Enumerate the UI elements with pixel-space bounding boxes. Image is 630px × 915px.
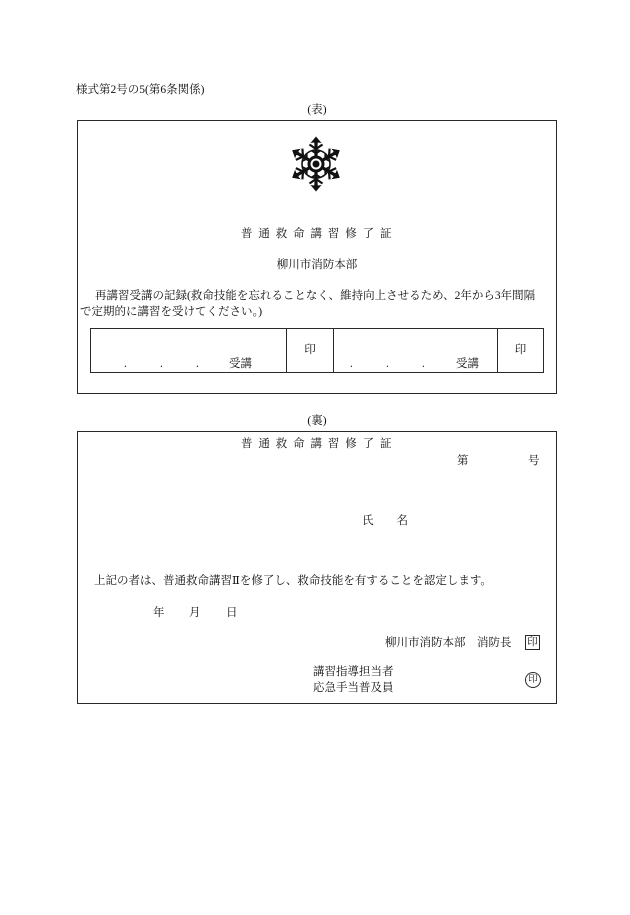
record-date-cell-2: [333, 329, 497, 372]
date-mark: .: [124, 358, 127, 370]
retraining-record-table: [90, 328, 544, 373]
date-year-label: 年: [153, 607, 165, 619]
record-seal-cell-1: [286, 329, 333, 372]
certificate-back: [77, 431, 557, 704]
date-mark: .: [350, 358, 353, 370]
emblem-center-sun: [313, 161, 320, 168]
emblem-arm: [310, 171, 323, 192]
instructor-seal-mark: 印: [525, 672, 541, 688]
back-title: 普 通 救 命 講 習 修 了 証: [241, 438, 393, 450]
attended-label: 受講: [456, 358, 479, 370]
seal-label: 印: [514, 344, 527, 356]
attended-label: 受講: [229, 358, 252, 370]
instructor-label-line1: 講習指導担当者: [313, 666, 394, 678]
date-mark: .: [196, 358, 199, 370]
front-side-label: (表): [307, 104, 327, 116]
front-title: 普 通 救 命 講 習 修 了 証: [241, 228, 393, 240]
retraining-note-line2: で定期的に講習を受けてください。): [80, 306, 263, 318]
instructor-label-line2: 応急手当普及員: [313, 682, 394, 694]
record-seal-cell-2: [497, 329, 543, 372]
issuer-title: 柳川市消防本部 消防長: [385, 637, 512, 649]
record-date-cell-1: [91, 329, 286, 372]
certificate-number-prefix: 第: [457, 455, 469, 467]
front-issuer: 柳川市消防本部: [276, 259, 358, 271]
issuer-seal-mark: 印: [525, 635, 540, 650]
date-mark: .: [422, 358, 425, 370]
seal-label: 印: [304, 344, 316, 356]
date-mark: .: [386, 358, 389, 370]
fire-department-emblem: [288, 136, 344, 192]
date-day-label: 日: [226, 607, 238, 619]
retraining-note-line1: 再講習受講の記録(救命技能を忘れることなく、維持向上させるため、2年から3年間隔: [95, 290, 536, 302]
date-month-label: 月: [189, 607, 201, 619]
emblem-arm: [310, 137, 323, 158]
date-mark: .: [160, 358, 163, 370]
certification-statement: 上記の者は、普通救命講習Ⅱを修了し、救命技能を有することを認定します。: [94, 575, 492, 587]
form-number: 様式第2号の5(第6条関係): [76, 84, 205, 96]
back-side-label: (裏): [307, 415, 327, 427]
certificate-front: [77, 120, 557, 394]
name-label: 氏 名: [362, 515, 408, 527]
certificate-number-suffix: 号: [528, 455, 540, 467]
